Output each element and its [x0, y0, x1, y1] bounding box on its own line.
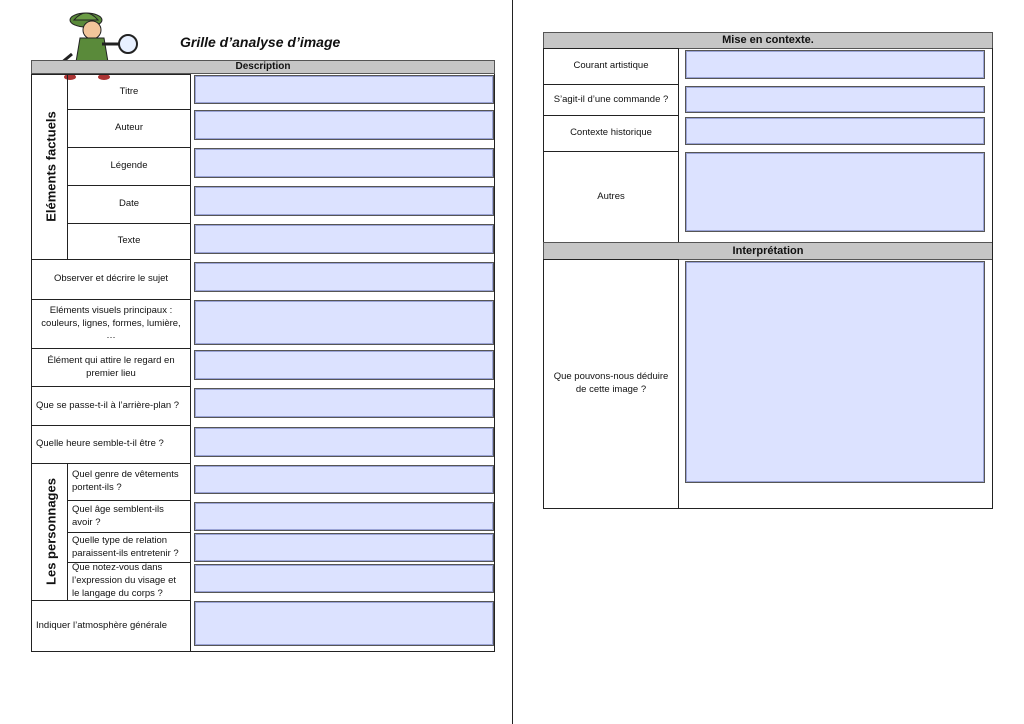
row-label-vetements: Quel genre de vêtements portent-ils ? [67, 463, 191, 501]
field-expression[interactable] [194, 564, 494, 593]
row-label-atmosphere: Indiquer l’atmosphère générale [31, 600, 191, 652]
row-label-age: Quel âge semblent-ils avoir ? [67, 500, 191, 533]
field-elements-visuels[interactable] [194, 300, 494, 345]
factual-group-cell [31, 74, 68, 260]
factual-group-label: Eléments factuels [43, 111, 59, 222]
table-right-border [494, 74, 495, 652]
field-titre[interactable] [194, 75, 494, 104]
row-label-heure: Quelle heure semble-t-il être ? [31, 425, 191, 464]
characters-group-cell [31, 463, 68, 601]
field-atmosphere[interactable] [194, 601, 494, 646]
context-table-bottom-border [543, 508, 993, 509]
row-label-sujet: Observer et décrire le sujet [31, 259, 191, 300]
field-legende[interactable] [194, 148, 494, 178]
field-date[interactable] [194, 186, 494, 216]
description-header: Description [31, 60, 495, 74]
row-label-auteur: Auteur [67, 109, 191, 148]
context-header: Mise en contexte. [543, 32, 993, 49]
field-commande[interactable] [685, 86, 985, 113]
row-label-interpretation: Que pouvons-nous déduire de cette image ? [543, 259, 679, 509]
field-arriere-plan[interactable] [194, 388, 494, 418]
row-label-arriere-plan: Que se passe-t-il à l’arrière-plan ? [31, 386, 191, 426]
field-relation[interactable] [194, 533, 494, 562]
field-auteur[interactable] [194, 110, 494, 140]
field-interpretation[interactable] [685, 261, 985, 483]
row-label-relation: Quelle type de relation paraissent-ils entretenir ? [67, 532, 191, 563]
field-sujet[interactable] [194, 262, 494, 292]
row-label-regard: Élément qui attire le regard en premier lieu [31, 348, 191, 387]
field-age[interactable] [194, 502, 494, 531]
row-label-texte: Texte [67, 223, 191, 260]
field-vetements[interactable] [194, 465, 494, 494]
row-label-contexte: Contexte historique [543, 115, 679, 152]
interpretation-header: Interprétation [543, 242, 993, 260]
row-label-courant: Courant artistique [543, 48, 679, 85]
row-label-autres: Autres [543, 151, 679, 243]
row-label-expression: Que notez-vous dans l’expression du visage et le langage du corps ? [67, 562, 191, 601]
row-label-commande: S’agit-il d’une commande ? [543, 84, 679, 116]
field-regard[interactable] [194, 350, 494, 380]
document-title: Grille d’analyse d’image [180, 34, 341, 50]
field-heure[interactable] [194, 427, 494, 457]
table-bottom-border [31, 651, 495, 652]
page-divider [512, 0, 513, 724]
row-label-titre: Titre [67, 74, 191, 110]
row-label-legende: Légende [67, 147, 191, 186]
field-autres[interactable] [685, 152, 985, 232]
characters-group-label: Les personnages [43, 478, 59, 585]
field-contexte[interactable] [685, 117, 985, 145]
context-table-right-border [992, 48, 993, 509]
row-label-elements-visuels: Eléments visuels principaux : couleurs, lignes, formes, lumière, … [31, 299, 191, 349]
field-texte[interactable] [194, 224, 494, 254]
field-courant[interactable] [685, 50, 985, 79]
row-label-date: Date [67, 185, 191, 224]
